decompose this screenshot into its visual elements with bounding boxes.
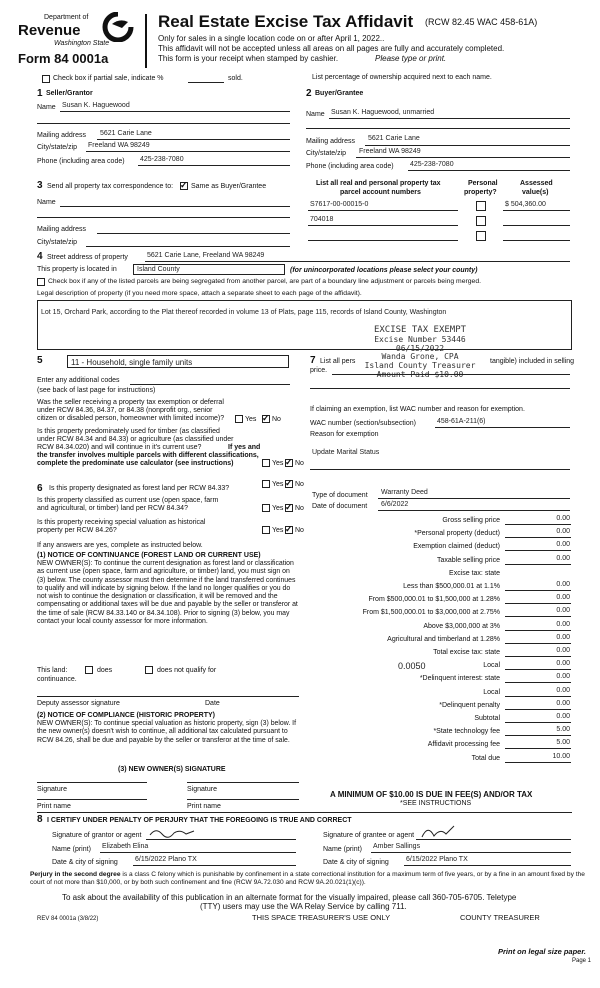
personal-checkbox-1[interactable]: [476, 201, 486, 211]
county-select[interactable]: [133, 264, 285, 275]
calc-label: From $1,500,000.01 to $3,000,000 at 2.75%: [362, 609, 500, 616]
sec7-label-b: price.: [310, 367, 328, 374]
grantor-signature: [148, 825, 198, 839]
grantee-sig-label: Signature of grantee or agent: [323, 832, 415, 839]
calc-value[interactable]: 0.00: [556, 621, 570, 628]
notice2-title: (2) NOTICE OF COMPLIANCE (HISTORIC PROPERTY): [37, 712, 215, 719]
sec6-q2b: and agricultural, or timber) land per RCW 84.34?: [37, 505, 188, 512]
parcel-row-1[interactable]: S7617-00-00015-0: [310, 201, 369, 208]
calc-value-line: [505, 722, 571, 723]
deputy-date-label: Date: [205, 700, 220, 707]
assessed-line-3: [503, 240, 570, 241]
same-as-buyer-label: Same as Buyer/Grantee: [191, 183, 267, 190]
partial-sale-label: Check box if partial sale, indicate %: [53, 75, 164, 82]
use-code-select[interactable]: [67, 355, 289, 368]
grantor-date-label: Date & city of signing: [52, 859, 118, 866]
property-street[interactable]: 5621 Carie Lane, Freeland WA 98249: [147, 252, 265, 259]
q2a: Is this property predominately used for timber (as classified: [37, 428, 220, 435]
land-does-not-label: does not qualify for: [157, 667, 217, 674]
calc-value[interactable]: 0.00: [556, 607, 570, 614]
buyer-mail-label: Mailing address: [306, 138, 356, 145]
sec8-top-line: [37, 812, 572, 813]
revenue-logo: [14, 12, 134, 72]
sec6-q3b: property per RCW 84.26?: [37, 527, 117, 534]
sec7-label-c: tangible) included in selling: [490, 358, 575, 365]
buyer-mail-line: [365, 145, 570, 146]
calc-value-line: [505, 550, 571, 551]
assessed-header1: Assessed: [520, 180, 553, 187]
calc-value[interactable]: 5.00: [556, 726, 570, 733]
grantee-date[interactable]: 6/15/2022 Plano TX: [406, 856, 468, 863]
sec6-q1: Is this property designated as forest land per RCW 84.33?: [49, 485, 230, 492]
calc-value[interactable]: 0.00: [556, 634, 570, 641]
perjury-text: is a class C felony which is punishable by confinement in a state correctional institution for a maximum term of five years, or by a fine in an amount fixed by the court of not more than $10,000, or by both such confinement and fine (RCW 9A.72.030 and RCW 9A.20.021(1)(c)).: [30, 871, 585, 886]
owner-sig-line1[interactable]: [37, 782, 147, 783]
calc-value[interactable]: 0.00: [556, 555, 570, 562]
use-code-value: 11 - Household, single family units: [71, 358, 193, 367]
legal-description-box[interactable]: [37, 300, 572, 350]
buyer-phone-label: Phone (including area code): [306, 163, 394, 170]
reason-label: Reason for exemption: [310, 431, 379, 438]
calc-value-line: [505, 643, 571, 644]
legal-description: Lot 15, Orchard Park, according to the Plat thereof recorded in volume 13 of Plats, page 115, records of Island County, Washington: [41, 309, 447, 316]
seller-phone-label: Phone (including area code): [37, 158, 125, 165]
calc-value[interactable]: 0.00: [556, 660, 570, 667]
segregation-checkbox[interactable]: [37, 278, 45, 286]
buyer-city-line: [356, 157, 570, 158]
owner-sig-line2[interactable]: [187, 782, 299, 783]
buyer-mail[interactable]: 5621 Carie Lane: [368, 135, 420, 142]
parcel-row-2[interactable]: 704018: [310, 216, 334, 223]
q2c: RCW 84.34.020) and will continue in it's current use?: [37, 444, 202, 451]
stamp-line1: EXCISE TAX EXEMPT: [373, 325, 467, 335]
sec2-title: Buyer/Grantee: [315, 90, 364, 97]
q1-no-checkbox[interactable]: [262, 415, 270, 423]
doc-type-line: [378, 498, 570, 499]
q2-no-checkbox[interactable]: [285, 459, 293, 467]
seller-city-label: City/state/zip: [37, 144, 78, 151]
legal-label: Legal description of property (if you need more space, attach a separate sheet to each page of the affidavit).: [37, 290, 362, 297]
owner-sig-label2: Signature: [187, 786, 217, 793]
calc-value[interactable]: 10.00: [552, 753, 570, 760]
q1a: Was the seller receiving a property tax exemption or deferral: [37, 399, 224, 406]
access-line1: To ask about the availability of this publication in an alternate format for the visually impaired, please call 360-705-6705. Teletype: [62, 893, 517, 902]
q1b: under RCW 84.36, 84.37, or 84.38 (nonprofit org., senior: [37, 407, 213, 414]
calc-label: Above $3,000,000 at 3%: [423, 623, 500, 630]
doc-date-label: Date of document: [312, 503, 368, 510]
header-note3: This form is your receipt when stamped by cashier.: [158, 54, 339, 63]
owner-print-label1: Print name: [37, 803, 71, 810]
parcel-line-1: [308, 210, 458, 211]
stamp-line6: Amount Paid $10.00: [376, 370, 464, 380]
partial-sale-pct-line[interactable]: [188, 82, 224, 83]
s6q2-no-checkbox[interactable]: [285, 504, 293, 512]
calc-value[interactable]: 0.00: [556, 713, 570, 720]
calc-label: Less than $500,000.01 at 1.1%: [403, 583, 500, 590]
calc-value[interactable]: 0.00: [556, 515, 570, 522]
calc-label: *Personal property (deduct): [414, 530, 500, 537]
doc-type[interactable]: Warranty Deed: [381, 489, 428, 496]
calc-value-line: [505, 564, 571, 565]
sec3-number: 3: [37, 180, 43, 191]
segregation-note: Check box if any of the listed parcels are being segregated from another parcel, are part of a boundary line adjustment or parcels being merged.: [48, 278, 481, 285]
sec3-name-line[interactable]: [60, 206, 290, 207]
sec2-number: 2: [306, 88, 312, 99]
sec8-number: 8: [37, 814, 43, 825]
exemption-label: If claiming an exemption, list WAC number and reason for exemption.: [310, 406, 525, 413]
continuance-label: continuance.: [37, 676, 77, 683]
excise-exempt-stamp: [355, 326, 485, 380]
grantee-name-label: Name (print): [323, 846, 362, 853]
q2-yes-label: Yes: [272, 460, 284, 467]
calc-value[interactable]: 0.00: [556, 700, 570, 707]
county-value: Island County: [137, 266, 180, 273]
s6q1-no-label: No: [295, 481, 304, 488]
located-label: This property is located in: [37, 266, 117, 273]
calc-value[interactable]: 0.00: [556, 528, 570, 535]
notice1-title: (1) NOTICE OF CONTINUANCE (FOREST LAND OR CURRENT USE): [37, 552, 261, 559]
partial-sale-checkbox[interactable]: [42, 75, 50, 83]
calc-label: Total excise tax: state: [433, 649, 500, 656]
stamp-line2: Excise Number 53446: [374, 334, 466, 344]
parcel-header2: parcel account numbers: [340, 189, 421, 196]
buyer-phone-line: [408, 170, 570, 171]
personal-checkbox-3[interactable]: [476, 231, 486, 241]
grantee-date-line: [404, 865, 571, 866]
calc-value-line: [505, 735, 571, 736]
owner-sig-label1: Signature: [37, 786, 67, 793]
assessed-value-1[interactable]: $ 504,360.00: [505, 201, 546, 208]
calc-label: Taxable selling price: [436, 557, 500, 564]
calc-value-line: [505, 616, 571, 617]
buyer-phone[interactable]: 425-238-7080: [410, 161, 454, 168]
parcel-line-2: [308, 225, 458, 226]
perjury-bold: Perjury in the second degree: [30, 871, 121, 878]
local-rate[interactable]: 0.0050: [398, 661, 426, 671]
calc-value[interactable]: 0.00: [556, 673, 570, 680]
this-land-label: This land:: [37, 667, 68, 674]
dept-line2: Revenue: [18, 22, 81, 39]
reason-line: [310, 469, 570, 470]
add-codes-line[interactable]: [130, 384, 290, 385]
header-note3b: Please type or print.: [375, 54, 447, 63]
calc-label: Subtotal: [474, 715, 500, 722]
calc-label: Exemption claimed (deduct): [413, 543, 500, 550]
form-number: Form 84 0001a: [18, 51, 109, 66]
perjury-notice: [30, 871, 585, 887]
s6q2-no-label: No: [295, 505, 304, 512]
personal-header1: Personal: [468, 180, 498, 187]
partial-sale-sold: sold.: [228, 75, 243, 82]
stamp-line5: Island County Treasurer: [364, 361, 476, 371]
ownership-note: List percentage of ownership acquired next to each name.: [312, 74, 492, 81]
sec3-city-line[interactable]: [86, 246, 290, 247]
s6q3-no-label: No: [295, 527, 304, 534]
sec6-number: 6: [37, 483, 43, 494]
notice1-body: NEW OWNER(S): To continue the current designation as forest land or classification as current use (open space, farm and agriculture, or timber) land, you must sign on (3) below. The county assessor must then determine if the land transferred continues to qualify and will indicate by signing below. If the land no longer qualifies or you do not wish to continue the designation or classification, it will be removed and the compensating or additional taxes will be due and payable by the seller or transferor at the time of sale (RCW 84.33.140 or 84.34.108). Prior to signing (3) below, you may contact your local county assessor for more information.: [37, 560, 298, 625]
land-does-checkbox[interactable]: [85, 666, 93, 674]
header-note1: Only for sales in a single location code on or after April 1, 2022..: [158, 34, 385, 43]
parcel-line-3: [308, 240, 458, 241]
header-divider: [145, 14, 147, 68]
county-treasurer: COUNTY TREASURER: [460, 913, 540, 922]
minimum-due: A MINIMUM OF $10.00 IS DUE IN FEE(S) AND/OR TAX: [330, 790, 533, 799]
treasurer-only: THIS SPACE TREASURER'S USE ONLY: [252, 913, 391, 922]
wac-line: [435, 427, 570, 428]
deputy-sig-line[interactable]: [37, 696, 299, 697]
stamp-line4: Wanda Grone, CPA: [381, 352, 459, 362]
calc-label: Affidavit processing fee: [427, 741, 500, 748]
q2e: the transfer involves multiple parcels with different classifications,: [37, 452, 259, 459]
calc-value-line: [505, 656, 571, 657]
calc-value[interactable]: 0.00: [556, 581, 570, 588]
land-does-not-checkbox[interactable]: [145, 666, 153, 674]
q2-no-label: No: [295, 460, 304, 467]
street-line: [145, 261, 570, 262]
assessed-header2: value(s): [522, 189, 549, 196]
calc-value-line: [505, 669, 571, 670]
grantor-name-label: Name (print): [52, 846, 91, 853]
seller-phone[interactable]: 425-238-7080: [140, 156, 184, 163]
doc-date-line: [378, 510, 570, 511]
street-label: Street address of property: [47, 254, 128, 261]
sec3-mail-label: Mailing address: [37, 226, 87, 233]
seller-city[interactable]: Freeland WA 98249: [88, 142, 150, 149]
sec3-name-label: Name: [37, 199, 56, 206]
stamp-line3: 06/15/2022: [395, 343, 445, 353]
q2-yes-checkbox[interactable]: [262, 459, 270, 467]
calc-label: Excise tax: state: [449, 570, 500, 577]
s6q1-no-checkbox[interactable]: [285, 480, 293, 488]
sec4-number: 4: [37, 251, 43, 262]
sec7-list-line2[interactable]: [310, 388, 570, 389]
sec6-q3a: Is this property receiving special valuation as historical: [37, 519, 206, 526]
s6q1-yes-checkbox[interactable]: [262, 480, 270, 488]
seller-city-line: [86, 151, 290, 152]
q2d: If yes and: [228, 444, 261, 451]
calc-label: Total due: [471, 755, 500, 762]
owner-print-line2[interactable]: [187, 799, 299, 800]
grantor-name[interactable]: Elizabeth Elina: [102, 843, 149, 850]
personal-header2: property?: [464, 189, 497, 196]
buyer-extra-line: [306, 128, 570, 129]
wac-number[interactable]: 458-61A-211(6): [437, 418, 486, 425]
grantee-name-line: [371, 852, 571, 853]
buyer-name[interactable]: Susan K. Haguewood, unmarried: [331, 109, 435, 116]
add-codes-label: Enter any additional codes: [37, 377, 120, 384]
seller-name-line: [60, 111, 290, 112]
see-instructions: *SEE INSTRUCTIONS: [400, 800, 472, 807]
calc-value-line: [505, 762, 571, 763]
sec6-q2a: Is this property classified as current use (open space, farm: [37, 497, 219, 504]
same-as-buyer-checkbox[interactable]: [180, 182, 188, 190]
sec3-mail-line[interactable]: [97, 233, 290, 234]
q1-yes-label: Yes: [245, 416, 257, 423]
sec5-number: 5: [37, 355, 43, 366]
form-title: Real Estate Excise Tax Affidavit: [158, 12, 414, 31]
grantor-date[interactable]: 6/15/2022 Plano TX: [135, 856, 197, 863]
calc-value-line: [505, 537, 571, 538]
calc-value-line: [505, 630, 571, 631]
seller-name-label: Name: [37, 104, 56, 111]
calc-value-line: [505, 590, 571, 591]
grantee-sig-line[interactable]: [416, 839, 571, 840]
calc-label: From $500,000.01 to $1,500,000 at 1.28%: [368, 596, 500, 603]
calc-label: Local: [483, 662, 500, 669]
assessed-line-2: [503, 225, 570, 226]
q2f: complete the predominate use calculator (see instructions): [37, 460, 234, 467]
sec7-label-a: List all pers: [320, 358, 356, 365]
sec8-title: I CERTIFY UNDER PENALTY OF PERJURY THAT THE FOREGOING IS TRUE AND CORRECT: [47, 817, 352, 824]
notice3-title: (3) NEW OWNER(S) SIGNATURE: [118, 766, 226, 773]
calc-value-line: [505, 682, 571, 683]
seller-mail[interactable]: 5621 Carie Lane: [100, 130, 152, 137]
sec3-extra-line: [37, 217, 290, 218]
calc-label: Local: [483, 689, 500, 696]
access-line2: (TTY) users may use the WA Relay Service by calling 711.: [200, 902, 407, 911]
seller-phone-line: [138, 165, 290, 166]
grantor-date-line: [133, 865, 296, 866]
calc-value-line: [505, 709, 571, 710]
calc-value[interactable]: 5.00: [556, 739, 570, 746]
grantee-name[interactable]: Amber Sallings: [373, 843, 421, 850]
page-number: Page 1: [572, 958, 592, 964]
calc-label: Agricultural and timberland at 1.28%: [387, 636, 500, 643]
buyer-name-label: Name: [306, 111, 325, 118]
seller-name[interactable]: Susan K. Haguewood: [62, 102, 130, 109]
s6q2-yes-checkbox[interactable]: [262, 504, 270, 512]
if-yes-note: If any answers are yes, complete as instructed below.: [37, 542, 203, 549]
grantor-name-line: [100, 852, 296, 853]
s6q1-yes-label: Yes: [272, 481, 284, 488]
calc-value[interactable]: 0.00: [556, 594, 570, 601]
personal-checkbox-2[interactable]: [476, 216, 486, 226]
located-note: (for unincorporated locations please select your county): [290, 267, 478, 274]
q1-no-label: No: [272, 416, 281, 423]
doc-date[interactable]: 6/6/2022: [381, 501, 409, 508]
s6q3-no-checkbox[interactable]: [285, 526, 293, 534]
legal-size-note: Print on legal size paper.: [498, 947, 586, 956]
sec7-list-line[interactable]: [332, 374, 570, 375]
s6q2-yes-label: Yes: [272, 505, 284, 512]
owner-print-line1[interactable]: [37, 799, 147, 800]
wac-label: WAC number (section/subsection): [310, 420, 416, 427]
calc-value-line: [505, 696, 571, 697]
assessed-line-1: [503, 210, 570, 211]
grantor-sig-label: Signature of grantor or agent: [52, 832, 142, 839]
deputy-sig-label: Deputy assessor signature: [37, 700, 120, 707]
calc-value-line: [505, 603, 571, 604]
seller-extra-line: [37, 123, 290, 124]
calc-label: *Delinquent penalty: [439, 702, 500, 709]
calc-label: Gross selling price: [442, 517, 500, 524]
calc-label: *Delinquent interest: state: [419, 675, 500, 682]
dept-line1: Department of: [44, 14, 89, 21]
s6q3-yes-label: Yes: [272, 527, 284, 534]
sec1-title: Seller/Grantor: [46, 90, 93, 97]
grantee-signature: [418, 822, 458, 840]
grantee-date-label: Date & city of signing: [323, 859, 389, 866]
exemption-reason[interactable]: Update Marital Status: [312, 449, 380, 456]
calc-value[interactable]: 0.00: [556, 647, 570, 654]
sec3-label: Send all property tax correspondence to:: [47, 183, 174, 190]
doc-type-label: Type of document: [312, 492, 368, 499]
sec3-city-label: City/state/zip: [37, 239, 78, 246]
seller-mail-line: [97, 139, 290, 140]
notice2-body: NEW OWNER(S): To continue special valuation as historic property, sign (3) below. If the new owner(s) doesn't wish to continue, all additional tax calculated pursuant to RCW 84.26, shall be due and payable by the seller or transferor at the time of sale.: [37, 720, 297, 744]
calc-value[interactable]: 0.00: [556, 541, 570, 548]
see-back-label: (see back of last page for instructions): [37, 387, 156, 394]
q1c: citizen or disabled person, homeowner with limited income)?: [37, 415, 225, 422]
buyer-city[interactable]: Freeland WA 98249: [359, 148, 421, 155]
buyer-city-label: City/state/zip: [306, 150, 347, 157]
calc-value-line: [505, 524, 571, 525]
buyer-name-line: [329, 118, 570, 119]
revenue-swoosh-icon: [102, 12, 134, 42]
q1-yes-checkbox[interactable]: [235, 415, 243, 423]
parcel-header1: List all real and personal property tax: [316, 180, 441, 187]
seller-mail-label: Mailing address: [37, 132, 87, 139]
rev-number: REV 84 0001a (3/8/22): [37, 916, 99, 922]
owner-print-label2: Print name: [187, 803, 221, 810]
calc-value[interactable]: 0.00: [556, 687, 570, 694]
s6q3-yes-checkbox[interactable]: [262, 526, 270, 534]
calc-value-line: [505, 748, 571, 749]
q2b: under RCW 84.34 and 84.33) or agriculture (as classified under: [37, 436, 234, 443]
calc-label: *State technology fee: [433, 728, 500, 735]
form-rcw: (RCW 82.45 WAC 458-61A): [425, 17, 538, 27]
grantor-sig-line[interactable]: [146, 839, 296, 840]
dept-line3: Washington State: [54, 40, 110, 47]
land-does-label: does: [97, 667, 113, 674]
header-note2: This affidavit will not be accepted unless all areas on all pages are fully and accurately completed.: [158, 44, 505, 53]
sec1-number: 1: [37, 88, 43, 99]
sec7-number: 7: [310, 355, 316, 366]
